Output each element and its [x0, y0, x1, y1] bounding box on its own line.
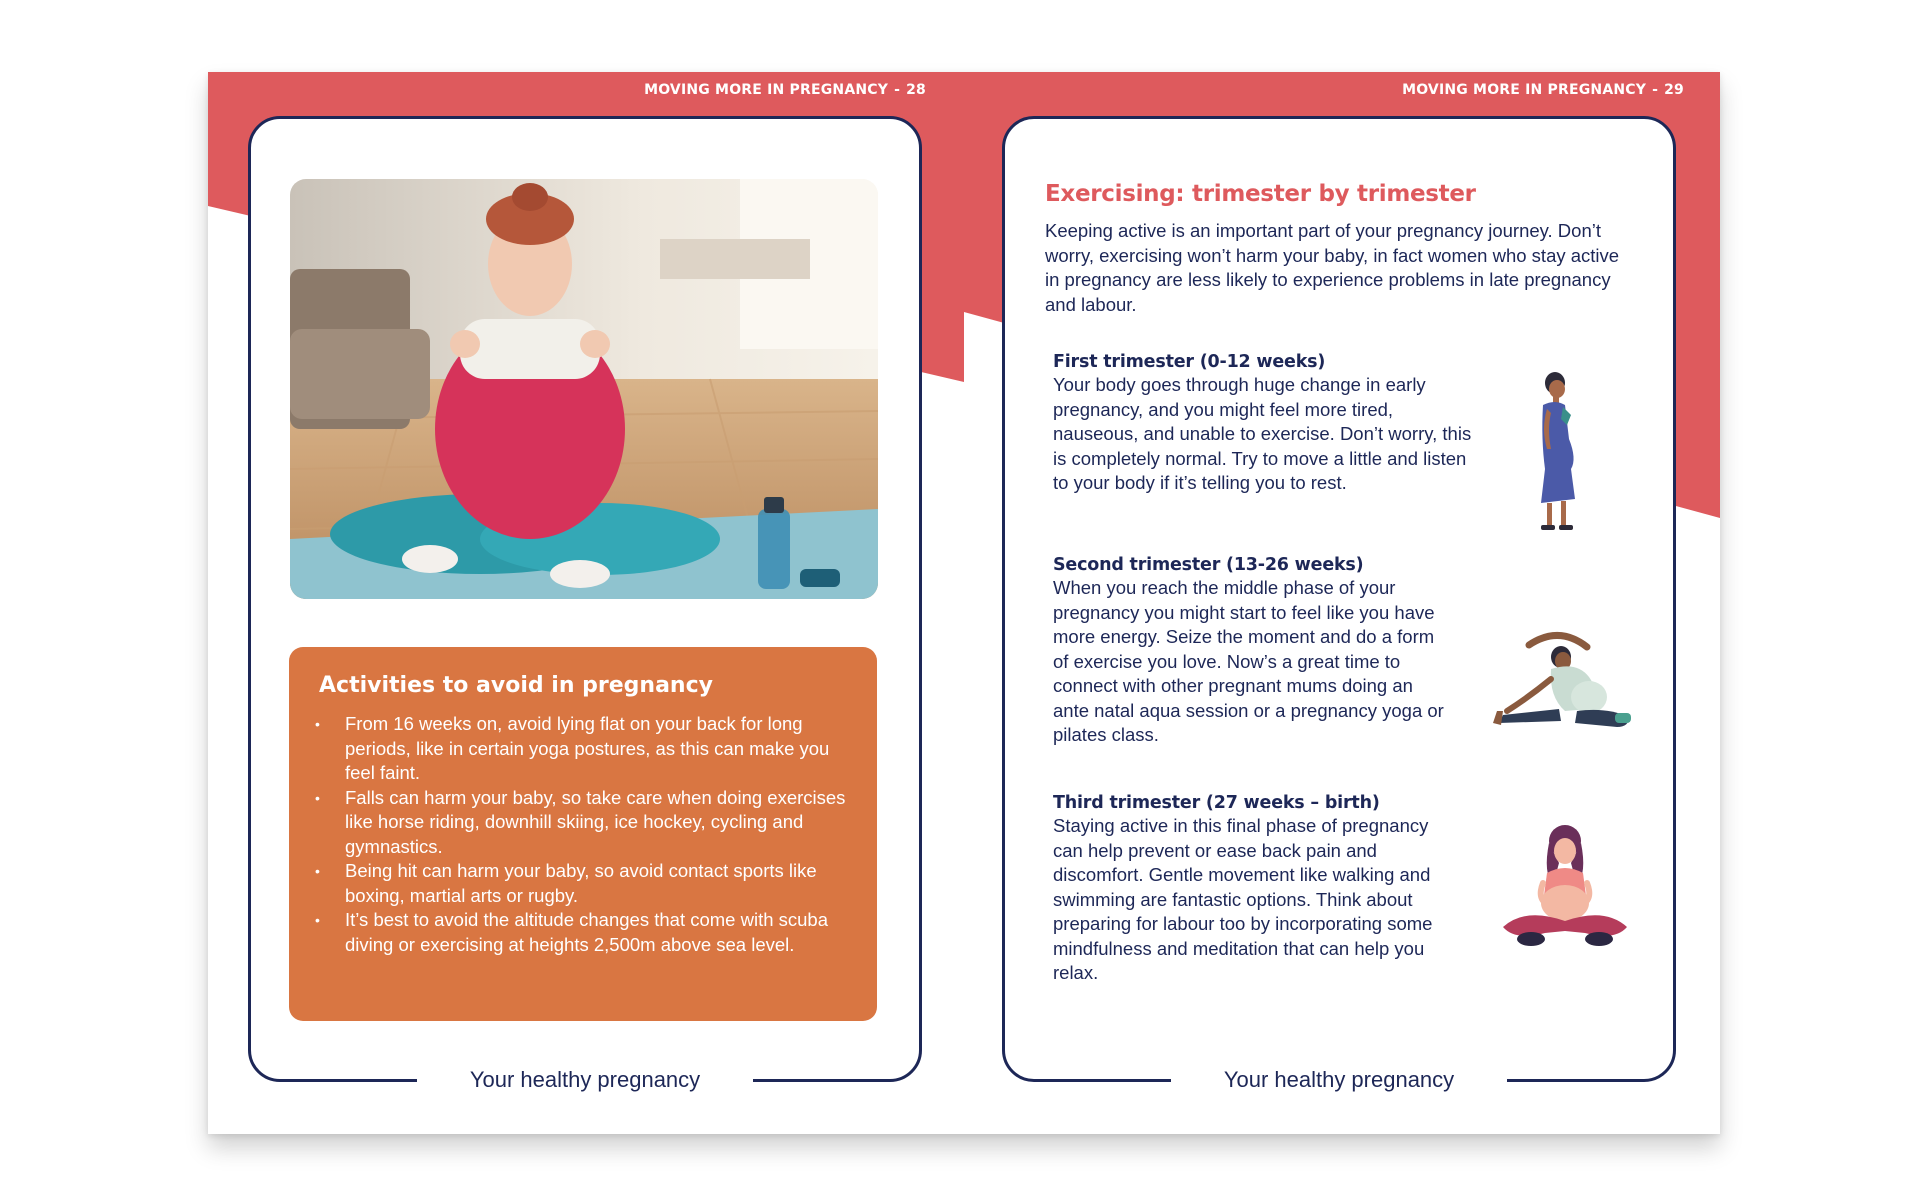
page-footer: Your healthy pregnancy	[1223, 1067, 1455, 1092]
third-trimester-section	[1053, 793, 1463, 986]
trimester-body: Staying active in this final phase of pregnancy can help prevent or ease back pain and discomfort. Gentle movement like walking and swimming are fantastic options. Think about preparing for labour too by incorporating some mindfulness and meditation that can help you relax.	[1053, 815, 1433, 983]
trimester-heading: First trimester (0-12 weeks)	[1053, 352, 1326, 372]
booklet-spread	[208, 72, 1720, 1134]
avoid-box-title: Activities to avoid in pregnancy	[319, 673, 713, 698]
running-head-separator: -	[1652, 82, 1659, 98]
activities-to-avoid-box	[289, 647, 877, 1021]
exercise-photo	[290, 179, 878, 599]
avoid-list-item: • From 16 weeks on, avoid lying flat on your back for long periods, like in certain yoga postures, as this can make you feel faint.	[345, 712, 847, 786]
avoid-list	[319, 712, 847, 957]
avoid-list-item: • Falls can harm your baby, so take care when doing exercises like horse riding, downhill skiing, ice hockey, cycling and gymnastics.	[345, 786, 847, 860]
pregnant-woman-meditating-icon	[1495, 823, 1635, 951]
running-head	[644, 82, 926, 98]
avoid-list-item: • Being hit can harm your baby, so avoid contact sports like boxing, martial arts or rugby.	[345, 859, 847, 908]
first-trimester-section	[1053, 352, 1473, 496]
trimester-heading: Third trimester (27 weeks – birth)	[1053, 793, 1380, 813]
running-head	[1402, 82, 1684, 98]
running-head-separator: -	[894, 82, 901, 98]
pregnant-woman-stretching-icon	[1489, 627, 1639, 737]
page-number: 29	[1664, 82, 1684, 98]
page-title: Exercising: trimester by trimester	[1045, 181, 1476, 207]
page-number: 28	[906, 82, 926, 98]
running-head-section: MOVING MORE IN PREGNANCY	[644, 82, 889, 98]
avoid-list-item: • It’s best to avoid the altitude changes that come with scuba diving or exercising at heights 2,500m above sea level.	[345, 908, 847, 957]
trimester-body: Your body goes through huge change in early pregnancy, and you might feel more tired, nauseous, and unable to exercise. Don’t worry, this is completely normal. Try to move a little and listen to your body if it’s telling you to rest.	[1053, 374, 1472, 493]
right-page	[964, 72, 1720, 1134]
page-footer: Your healthy pregnancy	[469, 1067, 701, 1092]
content-frame	[1002, 116, 1676, 1092]
trimester-heading: Second trimester (13-26 weeks)	[1053, 555, 1364, 575]
second-trimester-section	[1053, 555, 1453, 748]
content-frame	[248, 116, 922, 1092]
left-page	[208, 72, 964, 1134]
intro-paragraph: Keeping active is an important part of your pregnancy journey. Don’t worry, exercising won’t harm your baby, in fact women who stay active in pregnancy are less likely to experience problems in late pregnancy and labour.	[1045, 220, 1620, 315]
pregnant-woman-standing-icon	[1525, 369, 1585, 535]
trimester-body: When you reach the middle phase of your pregnancy you might start to feel like you have more energy. Seize the moment and do a form of exercise you love. Now’s a great time to connect with other pregnant mums doing an ante natal aqua session or a pregnancy yoga or pilates class.	[1053, 577, 1444, 745]
running-head-section: MOVING MORE IN PREGNANCY	[1402, 82, 1647, 98]
